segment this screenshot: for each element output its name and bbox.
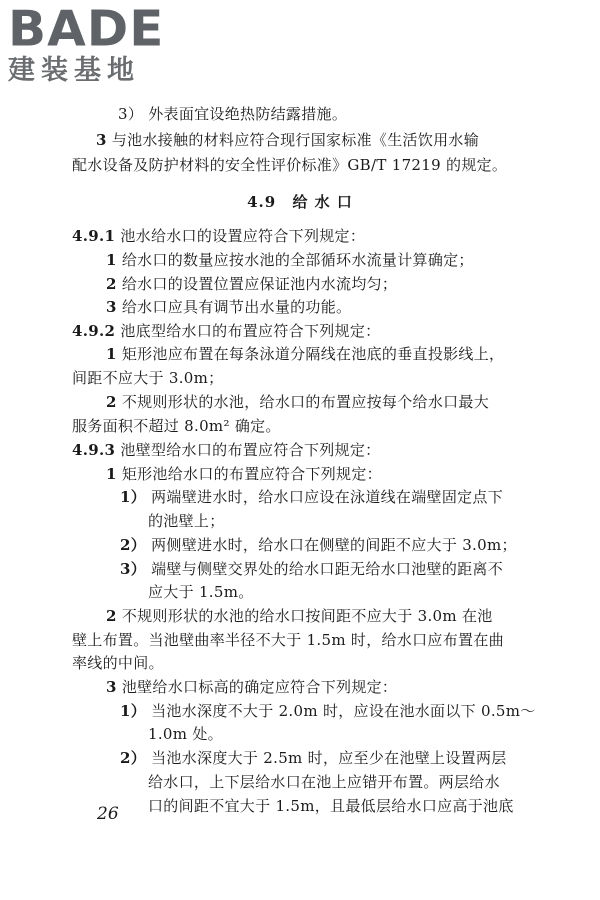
line-text: 当池水深度大于 2.5m 时，应至少在池壁上设置两层: [151, 749, 507, 767]
line-text: 服务面积不超过 8.0m² 确定。: [72, 417, 281, 435]
section-title: 给 水 口: [292, 193, 353, 211]
item-number: 2: [106, 393, 117, 411]
text-line: [72, 416, 281, 436]
line-text: 的池壁上；: [148, 512, 225, 530]
line-text: 率线的中间。: [72, 654, 164, 672]
item-number: 1）: [120, 488, 147, 506]
bade-logo: [8, 0, 178, 88]
text-line: [120, 487, 503, 507]
item-number: 3: [96, 131, 107, 149]
text-line: [106, 344, 504, 364]
item-number: 2）: [120, 536, 147, 554]
line-text: 矩形池给水口的布置应符合下列规定：: [121, 465, 382, 483]
line-text: 给水口的设置位置应保证池内水流均匀；: [121, 275, 398, 293]
section-heading: [0, 192, 600, 212]
item-number: 3）: [118, 105, 144, 123]
line-text: 外表面宜设绝热防结露措施。: [148, 105, 348, 123]
item-number: 2）: [120, 749, 147, 767]
item-number: 1: [106, 345, 117, 363]
text-line: [120, 748, 507, 768]
logo-latin-text: BADE: [8, 0, 165, 58]
line-text: 两端壁进水时，给水口应设在泳道线在端壁固定点下: [151, 488, 504, 506]
line-text: 应大于 1.5m。: [148, 583, 254, 601]
item-number: 1: [106, 251, 117, 269]
text-line: [106, 392, 489, 412]
clause-line: [72, 226, 365, 246]
line-text: 矩形池应布置在每条泳道分隔线在池底的垂直投影线上，: [121, 345, 505, 363]
clause-line: [72, 321, 380, 341]
text-line: [148, 724, 223, 744]
item-number: 1）: [120, 702, 147, 720]
line-text: 池壁型给水口的布置应符合下列规定：: [120, 441, 381, 459]
line-text: 口的间距不宜大于 1.5m，且最低层给水口应高于池底: [148, 797, 514, 815]
text-line: [72, 368, 223, 388]
clause-line: [72, 440, 380, 460]
clause-number: 4.9.2: [72, 322, 116, 340]
text-line: [148, 511, 225, 531]
logo-cjk-text: 建装基地: [8, 55, 140, 86]
line-text: 给水口的数量应按水池的全部循环水流量计算确定；: [121, 251, 474, 269]
line-text: 不规则形状的水池，给水口的布置应按每个给水口最大: [121, 393, 490, 411]
item-number: 2: [106, 275, 117, 293]
line-text: 给水口应具有调节出水量的功能。: [121, 298, 352, 316]
line-text: 给水口，上下层给水口在池上应错开布置。两层给水: [148, 773, 500, 791]
section-number: 4.9: [247, 193, 277, 211]
clause-number: 4.9.1: [72, 227, 116, 245]
text-line: [106, 677, 397, 697]
line-text: 与池水接触的材料应符合现行国家标准《生活饮用水输: [111, 131, 480, 149]
text-line: [106, 297, 351, 317]
text-line: [72, 630, 504, 650]
item-number: 2: [106, 607, 117, 625]
text-line: [96, 130, 479, 150]
line-text: 间距不应大于 3.0m；: [72, 369, 224, 387]
item-number: 1: [106, 465, 117, 483]
text-line: [106, 250, 474, 270]
line-text: 池壁给水口标高的确定应符合下列规定：: [121, 678, 398, 696]
text-line: [120, 535, 517, 555]
text-line: [106, 274, 397, 294]
text-line: [148, 772, 500, 792]
line-text: 配水设备及防护材料的安全性评价标准》GB/T 17219 的规定。: [72, 156, 508, 174]
line-text: 池底型给水口的布置应符合下列规定：: [120, 322, 381, 340]
text-line: [120, 701, 536, 721]
line-text: 当池水深度不大于 2.0m 时，应设在池水面以下 0.5m～: [151, 702, 536, 720]
line-text: 不规则形状的水池的给水口按间距不应大于 3.0m 在池: [121, 607, 493, 625]
item-number: 3）: [120, 560, 147, 578]
text-line: [118, 104, 347, 124]
item-number: 3: [106, 298, 117, 316]
line-text: 池水给水口的设置应符合下列规定：: [120, 227, 366, 245]
item-number: 3: [106, 678, 117, 696]
text-line: [72, 155, 507, 175]
text-line: [106, 606, 493, 626]
line-text: 壁上布置。当池壁曲率半径不大于 1.5m 时，给水口应布置在曲: [72, 631, 504, 649]
clause-number: 4.9.3: [72, 441, 116, 459]
text-line: [72, 653, 164, 673]
text-line: [148, 796, 514, 816]
line-text: 1.0m 处。: [148, 725, 223, 743]
line-text: 两侧壁进水时，给水口在侧壁的间距不应大于 3.0m；: [151, 536, 517, 554]
text-line: [106, 464, 382, 484]
text-line: [148, 582, 254, 602]
text-line: [120, 559, 503, 579]
line-text: 端壁与侧壁交界处的给水口距无给水口池壁的距离不: [151, 560, 504, 578]
page-number: 26: [97, 804, 119, 824]
